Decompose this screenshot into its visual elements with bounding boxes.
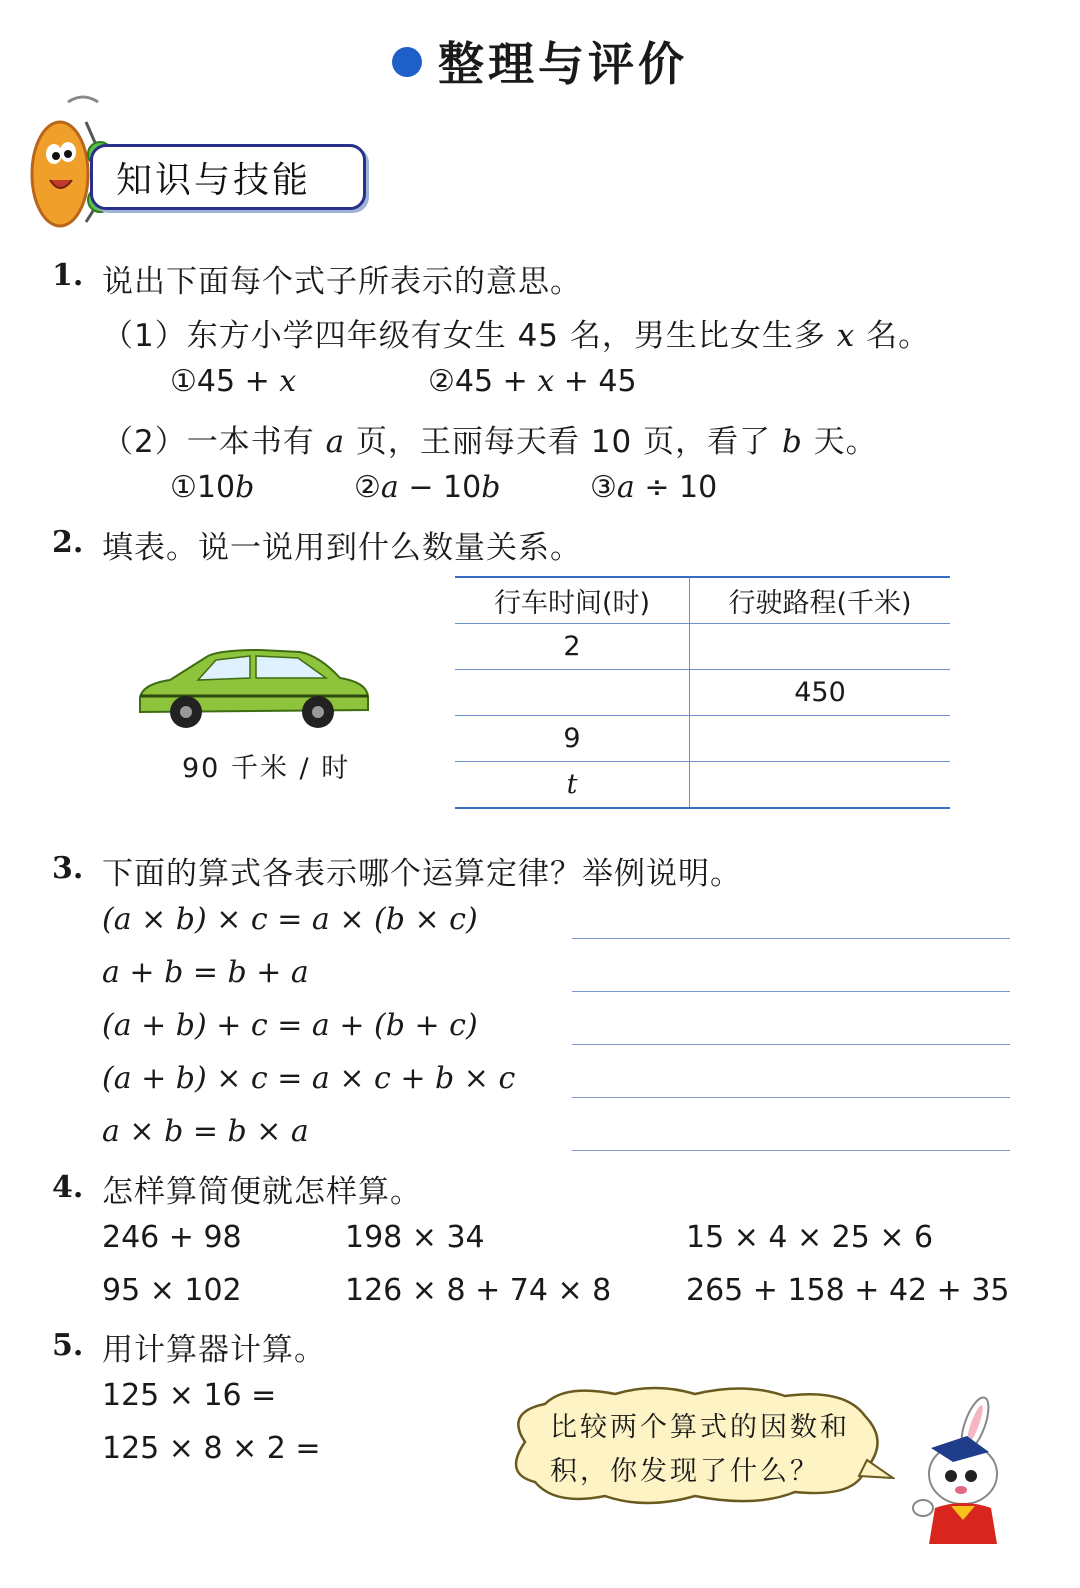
table-header-row	[455, 577, 950, 624]
q1-p2-expr3: ③a ÷ 10	[590, 470, 718, 505]
q3-formula: a + b = b + a	[102, 955, 309, 990]
q4-expr: 15 × 4 × 25 × 6	[686, 1220, 934, 1255]
q5-expr: 125 × 8 × 2 =	[102, 1431, 321, 1466]
bullet-dot-icon	[392, 47, 422, 77]
answer-line[interactable]	[572, 1097, 1010, 1098]
table-cell: 450	[690, 670, 951, 716]
table-cell	[690, 624, 951, 670]
q4-text: 怎样算简便就怎样算。	[102, 1174, 422, 1210]
badge-label: 知识与技能	[116, 160, 312, 201]
answer-line[interactable]	[572, 1044, 1010, 1045]
q4-expr: 246 + 98	[102, 1220, 242, 1255]
q1-p2-expr2: ②a − 10b	[354, 470, 501, 505]
q4-number: 4.	[52, 1170, 84, 1205]
answer-line[interactable]	[572, 938, 1010, 939]
q5-text: 用计算器计算。	[102, 1332, 326, 1368]
q1-part1: （1）东方小学四年级有女生 45 名，男生比女生多 x 名。	[102, 318, 931, 354]
table-cell	[455, 670, 690, 716]
q1-text: 说出下面每个式子所表示的意思。	[102, 264, 582, 300]
q4-expr: 95 × 102	[102, 1273, 242, 1308]
table-header-distance: 行驶路程(千米)	[690, 577, 951, 624]
bubble-text: 比较两个算式的因数和 积，你发现了什么？	[550, 1412, 850, 1487]
q3-number: 3.	[52, 851, 84, 886]
table-header-time: 行车时间(时)	[455, 577, 690, 624]
q1-p1-expr2: ②45 + x + 45	[428, 364, 637, 399]
q3-formula: (a + b) + c = a + (b + c)	[102, 1008, 478, 1043]
q4-expr: 265 + 158 + 42 + 35	[686, 1273, 1010, 1308]
q1-number: 1.	[52, 258, 84, 293]
section-badge	[28, 92, 348, 242]
q5-number: 5.	[52, 1328, 84, 1363]
travel-table	[455, 576, 950, 809]
table-cell	[690, 762, 951, 809]
q4-expr: 126 × 8 + 74 × 8	[345, 1273, 612, 1308]
table-cell: 9	[455, 716, 690, 762]
q1-p1-expr1: ①45 + x	[170, 364, 297, 399]
table-row	[455, 762, 950, 809]
table-row	[455, 624, 950, 670]
q3-formula: (a + b) × c = a × c + b × c	[102, 1061, 516, 1096]
table-row	[455, 716, 950, 762]
table-cell: t	[455, 762, 690, 809]
q2-text: 填表。说一说用到什么数量关系。	[102, 530, 582, 566]
table-cell: 2	[455, 624, 690, 670]
answer-line[interactable]	[572, 1150, 1010, 1151]
car-icon	[130, 640, 380, 735]
q1-p2-expr1: ①10b	[170, 470, 255, 505]
table-cell	[690, 716, 951, 762]
page-title: 整理与评价	[0, 28, 1080, 94]
q3-formula: a × b = b × a	[102, 1114, 309, 1149]
q4-expr: 198 × 34	[345, 1220, 485, 1255]
q3-text: 下面的算式各表示哪个运算定律？举例说明。	[102, 856, 742, 892]
q2-number: 2.	[52, 525, 84, 560]
answer-line[interactable]	[572, 991, 1010, 992]
q5-expr: 125 × 16 =	[102, 1378, 277, 1413]
q1-part2: （2）一本书有 a 页，王丽每天看 10 页，看了 b 天。	[102, 424, 878, 460]
table-row	[455, 670, 950, 716]
q3-formula: (a × b) × c = a × (b × c)	[102, 902, 478, 937]
car-speed-label: 90 千米 / 时	[182, 753, 351, 784]
rabbit-mascot-icon	[905, 1396, 1015, 1546]
